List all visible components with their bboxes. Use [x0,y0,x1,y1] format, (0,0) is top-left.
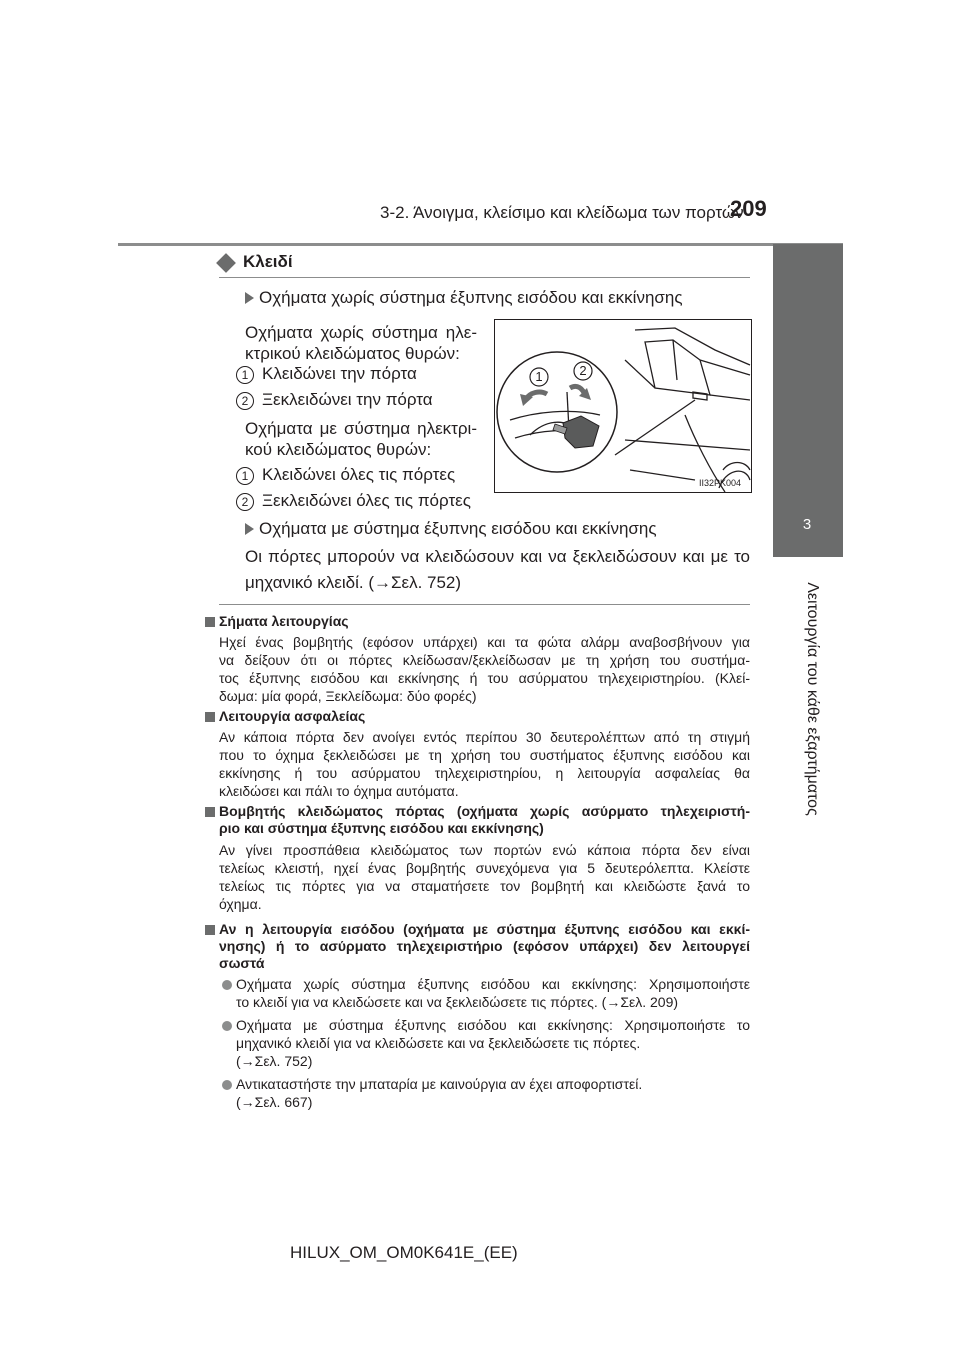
group-2-intro-line2: κού κλειδώματος θυρών: [245,440,432,459]
running-header-title: 3-2. Άνοιγμα, κλείσιμο και κλείδωμα των πορτών [380,203,744,222]
figure-label-1: 1 [535,369,543,384]
note-title: Λειτουργία ασφαλείας [219,708,366,724]
note-title [219,803,750,837]
note-title-line: σωστά [219,955,265,971]
diamond-bullet-icon [216,253,236,273]
bullet-text [236,1075,750,1111]
group-1-intro-line1: Οχήματα χωρίς σύστημα ηλε- [245,323,477,342]
group-2-intro-line1: Οχήματα με σύστημα ηλεκτρι- [245,419,477,438]
section-rule [219,277,750,278]
note-line: όχημα. [219,896,262,912]
step-number-2: 2 [236,392,254,410]
note-title [219,921,750,972]
group-1-intro-line2: κτρικού κλειδώματος θυρών: [245,344,460,363]
section-title: Κλειδί [243,252,293,271]
note-title-line: Βομβητής κλειδώματος πόρτας (οχήματα χωρίς ασύρματο τηλεχειριστή- [219,803,750,819]
triangle-bullet-icon [245,292,254,304]
step-number-1: 1 [236,467,254,485]
note-line: (→Σελ. 752) [236,1053,313,1069]
header-rule [118,243,843,246]
note-line: Αντικαταστήστε την μπαταρία με καινούργια αν έχει αποφορτιστεί. [236,1076,643,1092]
note-line: το κλειδί για να κλειδώσετε και να ξεκλειδώσετε τις πόρτες. (→Σελ. 209) [236,994,679,1010]
note-line: Ηχεί ένας βομβητής (εφόσον υπάρχει) και τα φώτα αλάρμ αναβοσβήνουν για [219,634,750,650]
note-line: τελείως κλειστή, ηχεί ένας βομβητής συνεχόμενα για 5 δευτερόλεπτα. Κλείστε [219,860,750,876]
key-door-illustration [494,319,752,493]
round-bullet-icon [222,1080,232,1090]
note-title-line: ριο και σύστημα έξυπνης εισόδου και εκκίνησης) [219,820,544,836]
page-number: 209 [730,196,767,221]
bullet-text [236,1016,750,1070]
group-1-item-unlock: Ξεκλειδώνει την πόρτα [262,390,433,409]
figure-code: II32PK004 [699,478,742,488]
chapter-title: Λειτουργία του κάθε εξαρτήματος [804,582,821,816]
mechanical-key-text-line2: μηχανικό κλειδί. (→Σελ. 752) [245,573,462,592]
note-line: Αν κάποια πόρτα δεν ανοίγει εντός περίπου 30 δευτερολέπτων από τη στιγμή [219,729,750,745]
note-line: Οχήματα με σύστημα έξυπνης εισόδου και εκκίνησης: Χρησιμοποιήστε το [236,1017,750,1033]
document-code: HILUX_OM_OM0K641E_(EE) [290,1243,518,1262]
figure-label-2: 2 [579,363,587,378]
note-line: δωμα: μία φορά, Ξεκλείδωμα: δύο φορές) [219,688,477,704]
note-body [219,633,750,705]
note-line: (→Σελ. 667) [236,1094,313,1110]
subhead-smart-entry: Οχήματα με σύστημα έξυπνης εισόδου και εκκίνησης [259,519,657,538]
group-2-item-unlock-all: Ξεκλειδώνει όλες τις πόρτες [262,491,471,510]
square-bullet-icon [205,712,215,722]
note-line: εκκίνησης ή του ασύρματου τηλεχειριστηρίου, η λειτουργία ασφαλείας θα [219,765,750,781]
note-title-line: Αν η λειτουργία εισόδου (οχήματα με σύστημα έξυπνης εισόδου και εκκί- [219,921,750,937]
triangle-bullet-icon [245,523,254,535]
round-bullet-icon [222,1021,232,1031]
round-bullet-icon [222,980,232,990]
chapter-number: 3 [802,516,812,533]
subhead-no-smart-entry: Οχήματα χωρίς σύστημα έξυπνης εισόδου και εκκίνησης [259,288,683,307]
note-line: να δείξουν ότι οι πόρτες κλείδωσαν/ξεκλείδωσαν με τη χρήση του συστήμα- [219,652,750,668]
mechanical-key-text-line1: Οι πόρτες μπορούν να κλειδώσουν και να ξεκλειδώσουν και με το [245,547,750,566]
note-line: μηχανικό κλειδί για να κλειδώσετε και να ξεκλειδώσετε τις πόρτες. [236,1035,641,1051]
note-line: τος έξυπνης εισόδου και εκκίνησης ή του ασύρματου τηλεχειριστηρίου. (Κλεί- [219,670,750,686]
note-line: Αν γίνει προσπάθεια κλειδώματος των πορτών ενώ κάποια πόρτα δεν είναι [219,842,750,858]
step-number-2: 2 [236,493,254,511]
note-line: τελείως τις πόρτες για να σταματήσετε τον βομβητή και κλειδώστε ξανά το [219,878,750,894]
note-body [219,841,750,913]
note-line: κλειδώσει και πάλι το όχημα αυτόματα. [219,783,459,799]
group-2-item-lock-all: Κλειδώνει όλες τις πόρτες [262,465,456,484]
bullet-text [236,975,750,1011]
door-key-drawing [495,320,751,492]
notes-rule [219,604,750,605]
group-1-item-lock: Κλειδώνει την πόρτα [262,364,417,383]
note-line: Οχήματα χωρίς σύστημα έξυπνης εισόδου και εκκίνησης: Χρησιμοποιήστε [236,976,750,992]
note-line: που το όχημα ξεκλειδώσει με τη χρήση του συστήματος έξυπνης εισόδου και [219,747,750,763]
note-title: Σήματα λειτουργίας [219,613,349,629]
square-bullet-icon [205,617,215,627]
square-bullet-icon [205,807,215,817]
note-title-line: νησης) ή το ασύρματο τηλεχειριστήριο (εφόσον υπάρχει) δεν λειτουργεί [219,938,750,954]
square-bullet-icon [205,925,215,935]
note-body [219,728,750,800]
step-number-1: 1 [236,366,254,384]
